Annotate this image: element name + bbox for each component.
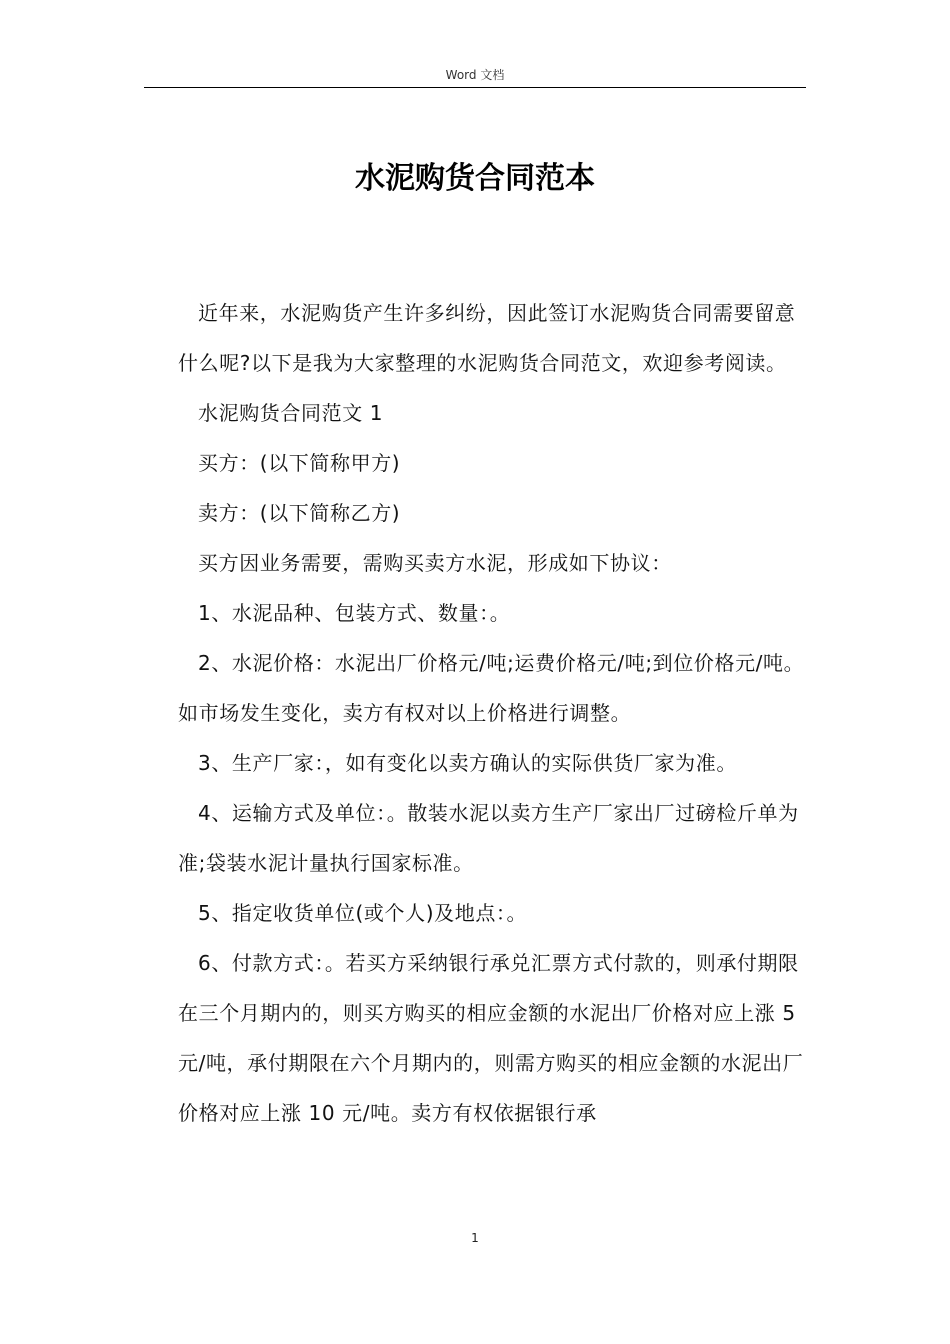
clause-2-price: 2、水泥价格：水泥出厂价格元/吨;运费价格元/吨;到位价格元/吨。如市场发生变化，卖方有权对以上价格进行调整。 [178, 651, 805, 725]
paragraph-heading-sample-1: 水泥购货合同范文 1 [198, 401, 384, 425]
document-body [178, 288, 808, 1138]
clause-6-payment: 6、付款方式：。若买方采纳银行承兑汇票方式付款的，则承付期限在三个月期内的，则买方购买的相应金额的水泥出厂价格对应上涨 5 元/吨，承付期限在六个月期内的，则需方购买的相应金额的水泥出厂价格对应上涨 10 元/吨。卖方有权依据银行承 [178, 951, 804, 1125]
clause-1-variety: 1、水泥品种、包装方式、数量：。 [198, 601, 511, 625]
clause-4-transport: 4、运输方式及单位：。散装水泥以卖方生产厂家出厂过磅检斤单为准;袋装水泥计量执行国家标准。 [178, 801, 799, 875]
header-divider [144, 87, 806, 88]
paragraph-intro: 近年来，水泥购货产生许多纠纷，因此签订水泥购货合同需要留意什么呢?以下是我为大家整理的水泥购货合同范文，欢迎参考阅读。 [178, 301, 796, 375]
clause-3-manufacturer: 3、生产厂家：，如有变化以卖方确认的实际供货厂家为准。 [198, 751, 737, 775]
paragraph-agreement-intro: 买方因业务需要，需购买卖方水泥，形成如下协议： [198, 551, 672, 575]
page-number: 1 [471, 1231, 479, 1245]
document-title: 水泥购货合同范本 [355, 161, 595, 196]
paragraph-buyer: 买方：(以下简称甲方) [198, 451, 401, 475]
clause-5-receiver: 5、指定收货单位(或个人)及地点：。 [198, 901, 528, 925]
page-header: Word 文档 [445, 68, 505, 82]
paragraph-seller: 卖方：(以下简称乙方) [198, 501, 401, 525]
